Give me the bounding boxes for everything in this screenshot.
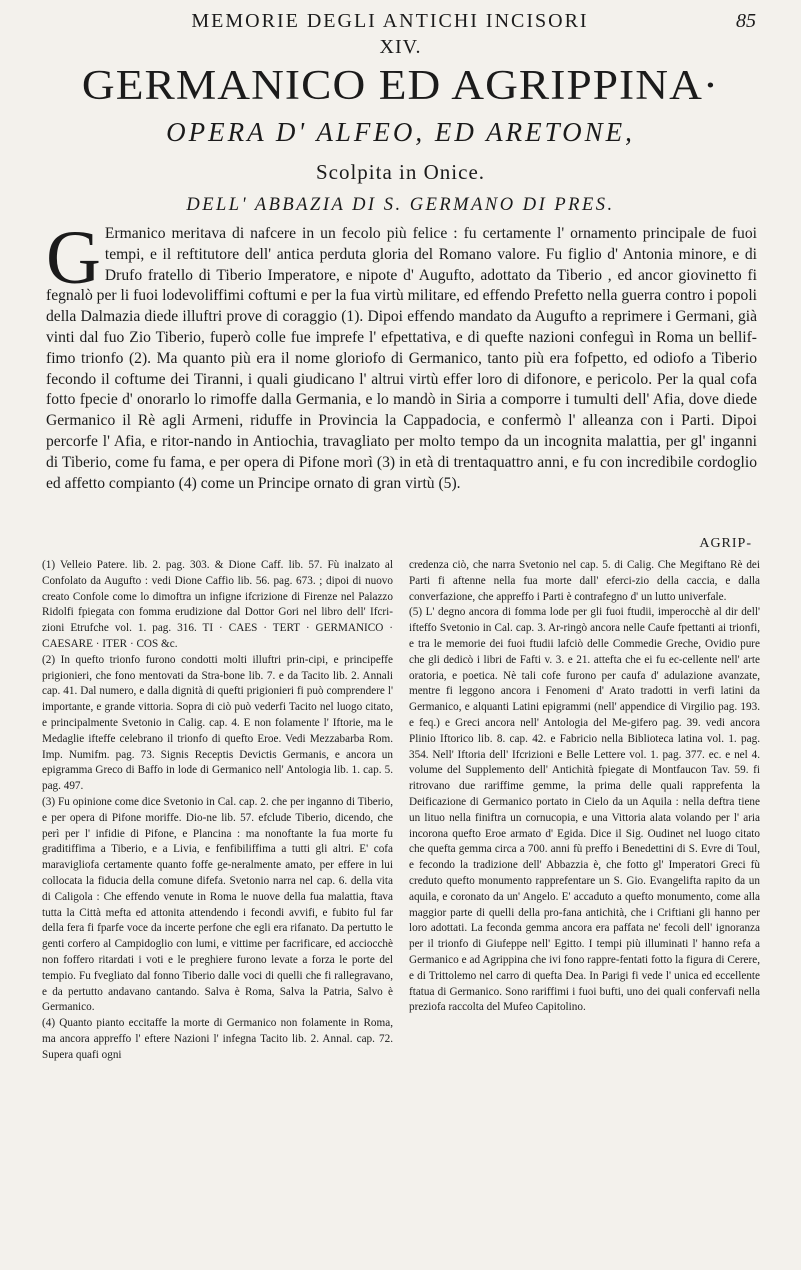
footnotes-right-column [409,558,760,1064]
page-number: 85 [736,10,756,32]
footnote-1: (1) Velleio Patere. lib. 2. pag. 303. & Dione Caff. lib. 57. Fù inalzato al Confolato da Augufto : vedi Dione Caffio lib. 56. pag. 673. ; dipoi di nuovo creato Confole come lo dimoftra un infigne ifcrizione di Firenze nel Palazzo Ridolfi fpiegata con fomma erudizione dal Dottor Gori nel libro dell' Ifcri-zioni Etrufche vol. 1. pag. 316. TI · CAES · TERT · GERMANICO · CAESARE · ITER · COS &c. [42,559,393,650]
footnotes-left-column [42,558,393,1064]
article-subtitle: OPERA D' ALFEO, ED ARETONE, [166,117,635,147]
footnote-4-end: credenza ciò, che narra Svetonio nel cap. 5. di Calig. Che Megiftano Rè dei Parti fi aftenne nella fua morte dall' eferci-zio della caccia, e dalla converfazione, che appreffo i Parti è contrafegno d' un lutto univerfale. [409,559,760,603]
provenance-line: DELL' ABBAZIA DI S. GERMANO DI PRES. [186,195,615,215]
drop-cap: G [46,216,101,300]
plate-number: XIV. [379,36,422,58]
running-title: MEMORIE DEGLI ANTICHI INCISORI [191,10,589,32]
footnote-5: (5) L' degno ancora di fomma lode per gli fuoi ftudii, imperocchè al dir dell' ifteffo Svetonio in Cal. cap. 3. Ar-ringò ancora nelle Caufe fpettanti ai trionfi, e tra le memorie dei fuoi ftudii lafciò delle Commedie Greche, Ovidio pure che gli dedicò i libri de Fafti v. 3. e 21. attefta che ei fu ec-cellente nell' arte oratoria, e poetica. Nè tali cofe furono per caufa d' adulazione avanzate, mentre fi leggono ancora i Fenomeni d' Arato tradotti in verfi latini da Germanico, e alquanti Latini epigrammi (nell' appendice di Virgilio pag. 193. e feq.) e Greci ancora nell' Antologia del Me-gifero pag. 39. vedi ancora Plinio Iftorico lib. 8. cap. 42. e Fabricio nella Biblioteca latina vol. 1. pag. 354. Nell' Iftoria dell' Ifcrizioni e Belle Lettere vol. 1. pag. 377. ec. e nel 4. volume del Supplemento dell' Antichità fpiegate di Montfaucon Tav. 59. fi ritrovano due rariffime gemme, la prima delle quali rapprefenta la Deificazione di Germanico portato in Cielo da un Aquila : nella deftra tiene un lituo nella finiftra un cornucopia, e una Vittoria alata volando per l' aria incorona quefto Eroe armato d' Egida. Dice il Sig. Oudinet nel luogo citato che quefta gemma circa a 700. anni fù preffo i Benedettini di S. Evre di Toul, e fecondo la tradizione dell' Abbazzia è, che fotto gl' Imperatori Greci fù creduto quefto monumento rapprefentare un S. Gio. Evangelifta rapito da un aquila, e coronato da un' Angelo. E' accaduto a quefto monumento, come alla maggior parte di quelli della pro-fana antichità, che i Criftiani gli hanno per loro adottati. La feconda gemma ancora era paffata ne' fecoli dell' ignoranza per il trionfo di Giufeppe nell' Egitto. I tempi più illuminati l' hanno refa a Germanico e ad Agrippina che ivi fono rappre-fentati fotto la figura di Cerere, e di Trittolemo nel carro di quefta Dea. In Parigi fi vede l' unica ed eccellente ftatua di Germanico. Sono rariffimi i fuoi bufti, uno dei quali confervafi nella preziofa raccolta del Mufeo Capitolino. [409,606,760,1014]
material-line: Scolpita in Onice. [315,160,486,184]
main-text [46,216,757,494]
footnote-4-start: (4) Quanto pianto eccitaffe la morte di Germanico non folamente in Roma, ma ancora appreffo l' eftere Nazioni l' infegna Tacito lib. 2. Annal. cap. 72. Supera quafi ogni [42,1017,393,1061]
footnote-2: (2) In quefto trionfo furono condotti molti illuftri prin-cipi, e principeffe prigionieri, che fono mentovati da Stra-bone lib. 7. e da Tacito lib. 2. Annali cap. 41. Dal numero, e dalla dignità di quefti prigionieri fi può comprendere l' importante, e grande vittoria. Sopra di ciò può vederfi Tacito nel luogo citato, e principalmente Svetonio in Calig. cap. 4. E non folamente l' Iftorie, ma le Medaglie ifteffe celebrano il trionfo di quefto Eroe. Vedi Mezzabarba Rom. Imp. Numifm. pag. 73. Signis Receptis Devictis Germanis, e ancora un epigramma Greco di Baffo in lode di Germanico nell' Antologia lib. 1. cap. 5. pag. 497. [42,653,393,793]
main-paragraph: Ermanico meritava di nafcere in un fecolo più felice : fu certamente l' ornamento principale de fuoi tempi, e il reftitutore dell' antica perduta gloria del Romano valore. Fu figlio d' Antonia minore, e di Drufo fratello di Tiberio Imperatore, e nipote d' Augufto, adottato da Tiberio , ed ancor giovinetto fi fegnalò per li fuoi lodevoliffimi coftumi e per la fua virtù militare, ed effendo Prefetto nella guerra contro i popoli della Dalmazia diede illuftri prove di coraggio (1). Dipoi effendo mandato da Augufto a reprimere i Germani, già vinti dal fuo Zio Tiberio, fuperò colle fue imprefe l' efpettativa, e di quefte nazioni confeguì in Roma un bellif-fimo trionfo (2). Ma quanto più era il nome gloriofo di Germanico, tanto più era fofpetto, ed odiofo a Tiberio fecondo il coftume dei Tiranni, i quali giudicano l' altrui virtù effer loro di difonore, e pericolo. Per la qual cofa fotto fpecie d' onorarlo lo rimoffe dalla Germania, e lo mandò in Siria a comporre i tumulti dell' Afia, dove diede Germanico il Rè agli Armeni, riduffe in Provincia la Cappadocia, e confermò l' alleanza con i Parti. Dipoi percorfe l' Afia, e ritor-nando in Antiochia, travagliato per molto tempo da un incognita malattia, per gl' inganni di Tiberio, come fu fama, e per opera di Pifone morì (3) in età di trentaquattro anni, e fu con incredibile cordoglio ed affetto compianto (4) come un Principe ornato di gran virtù (5). [46,225,757,492]
article-title: GERMANICO ED AGRIPPINA· [81,63,720,109]
footnotes [42,558,760,1064]
catchword: AGRIP- [699,536,752,551]
footnote-3: (3) Fu opinione come dice Svetonio in Cal. cap. 2. che per inganno di Tiberio, e per opera di Pifone moriffe. Dio-ne lib. 57. efclude Tiberio, dicendo, che perì per l' infidie di Pifone, e Plancina : ma nonoftante la fua morte fu graditiffima a Tiberio, e a Livia, e fenfibiliffima a tutti gli altri. E' cofa maravigliofa certamente quanto foffe ge-neralmente amato, per effere in lui collocata la fiducia della comune difefa. Svetonio narra nel cap. 6. della vita di Caligola : Che effendo venute in Roma le nuove della fua malattia, ftava tutta la Città mefta ed attonita attendendo i fecondi avvifi, e fubito ful far della fera fi fparfe voce da incerte perfone che egli era rifanato. Da pertutto le genti corfero al Campidoglio con lumi, e vittime per facrificare, ed acciocchè non foffero ritardati i voti e le preghiere furono levate a forza le porte del tempio. Fu fvegliato dal fonno Tiberio dalle voci di quelli che fi rallegravano, e da pertutto andavano cantando. Salva è Roma, Salva la Patria, Salvo è Germanico. [42,795,393,1014]
